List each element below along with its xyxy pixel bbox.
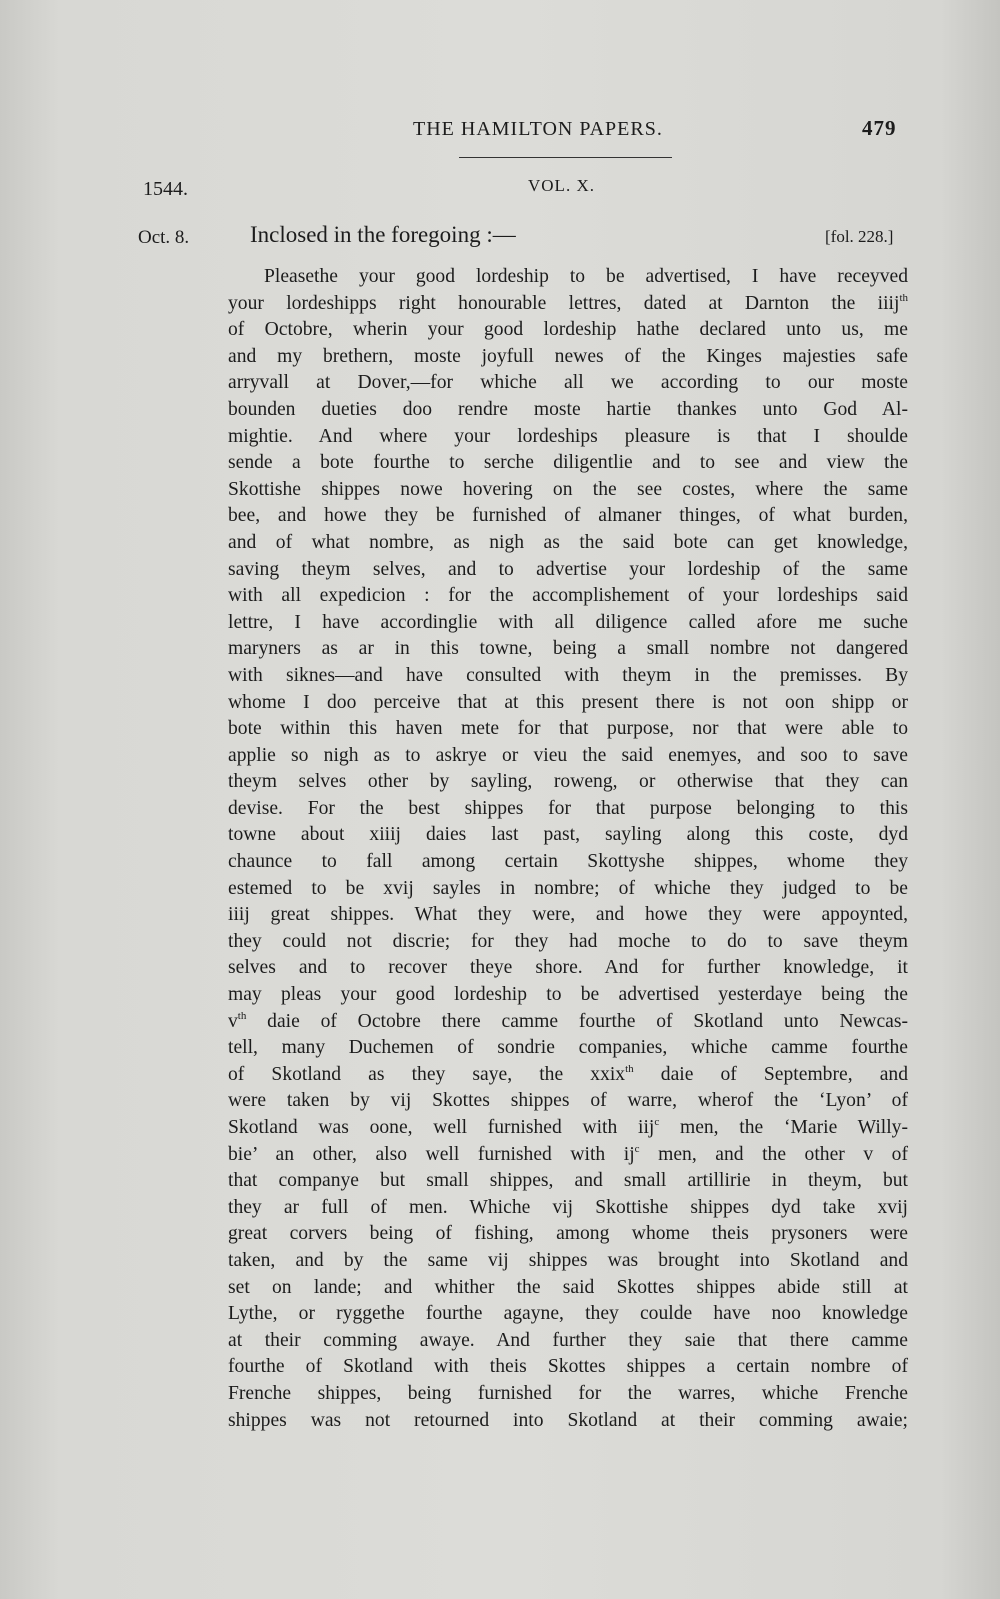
page-number: 479 — [862, 116, 897, 140]
date-margin-note: Oct. 8. — [138, 227, 190, 248]
text-line: selves and to recover theye shore. And for further knowledge, it — [228, 957, 908, 979]
text-line: Skotland was oone, well furnished with iij$^c$ men, the ‘Marie Willy- — [228, 1116, 908, 1138]
text-line: with all expedicion : for the accomplishement of your lordeships said — [228, 585, 908, 607]
text-line: set on lande; and whither the said Skottes shippes abide still at — [228, 1276, 908, 1298]
folio-reference: [fol. 228.] — [825, 227, 894, 246]
text-line: whome I doo perceive that at this present there is not oon shipp or — [228, 691, 908, 713]
text-line: Frenche shippes, being furnished for the warres, whiche Frenche — [228, 1382, 908, 1404]
text-line: lettre, I have accordinglie with all diligence called afore me suche — [228, 611, 908, 633]
text-line: applie so nigh as to askrye or vieu the said enemyes, and soo to save — [228, 744, 908, 766]
text-line: maryners as ar in this towne, being a small nombre not dangered — [228, 638, 908, 660]
text-line: they could not discrie; for they had moche to do to save theym — [228, 930, 908, 952]
text-line: with siknes—and have consulted with theym in the premisses. By — [228, 664, 908, 686]
text-line: saving theym selves, and to advertise your lordeship of the same — [228, 558, 908, 580]
text-line: and my brethern, moste joyfull newes of the Kinges majesties safe — [228, 345, 908, 367]
volume-label: VOL. X. — [528, 176, 595, 195]
text-line: mightie. And where your lordeships pleasure is that I shoulde — [228, 425, 908, 447]
text-line: tell, many Duchemen of sondrie companies, whiche camme fourthe — [228, 1037, 908, 1059]
text-line: fourthe of Skotland with theis Skottes shippes a certain nombre of — [228, 1356, 908, 1378]
text-line: of Skotland as they saye, the xxix$^{th}$ daie of Septembre, and — [228, 1062, 908, 1085]
text-line: theym selves other by sayling, roweng, or otherwise that they can — [228, 771, 908, 793]
text-line: that companye but small shippes, and small artillirie in theym, but — [228, 1170, 908, 1192]
text-line: bee, and howe they be furnished of almaner thinges, of what burden, — [228, 505, 908, 527]
text-line: at their comming awaye. And further they saie that there camme — [228, 1329, 908, 1351]
text-line: towne about xiiij daies last past, sayling along this coste, dyd — [228, 824, 908, 846]
text-line: shippes was not retourned into Skotland at their comming awaie; — [228, 1409, 908, 1431]
letter-body — [228, 264, 908, 1434]
text-line: estemed to be xvij sayles in nombre; of whiche they judged to be — [228, 877, 908, 899]
section-heading: Inclosed in the foregoing :— — [250, 222, 516, 247]
text-line: chaunce to fall among certain Skottyshe shippes, whome they — [228, 851, 908, 873]
text-line: Skottishe shippes nowe hovering on the see costes, where the same — [228, 478, 908, 500]
text-line: Pleasethe your good lordeship to be advertised, I have receyved — [264, 266, 908, 287]
text-line: your lordeshipps right honourable lettres, dated at Darnton the iiij$^{th}$ — [228, 291, 908, 314]
text-line: $v^{th}$ daie of Octobre there camme fourthe of Skotland unto Newcas- — [228, 1009, 908, 1032]
text-line: bote within this haven mete for that purpose, nor that were able to — [228, 718, 908, 740]
text-line: were taken by vij Skottes shippes of warre, wherof the ‘Lyon’ of — [228, 1090, 908, 1112]
text-line: they ar full of men. Whiche vij Skottishe shippes dyd take xvij — [228, 1196, 908, 1218]
text-line: arryvall at Dover,—for whiche all we according to our moste — [228, 372, 908, 394]
text-line: sende a bote fourthe to serche diligentlie and to see and view the — [228, 452, 908, 474]
running-title: THE HAMILTON PAPERS. — [413, 118, 663, 140]
year-label: 1544. — [143, 178, 188, 200]
text-line: bie’ an other, also well furnished with $ij^c$ men, and the other v of — [228, 1142, 908, 1165]
text-line: devise. For the best shippes for that purpose belonging to this — [228, 797, 908, 819]
text-line: may pleas your good lordeship to be advertised yesterdaye being the — [228, 984, 908, 1006]
text-line: of Octobre, wherin your good lordeship hathe declared unto us, me — [228, 319, 908, 341]
text-line: iiij great shippes. What they were, and howe they were appoynted, — [228, 904, 908, 926]
text-line: bounden dueties doo rendre moste hartie thankes unto God Al- — [228, 398, 908, 420]
text-line: Lythe, or ryggethe fourthe agayne, they coulde have noo knowledge — [228, 1303, 908, 1325]
text-line: and of what nombre, as nigh as the said bote can get knowledge, — [228, 531, 908, 553]
header-rule — [459, 157, 672, 158]
text-line: great corvers being of fishing, among whome theis prysoners were — [228, 1223, 908, 1245]
text-line: taken, and by the same vij shippes was brought into Skotland and — [228, 1249, 908, 1271]
